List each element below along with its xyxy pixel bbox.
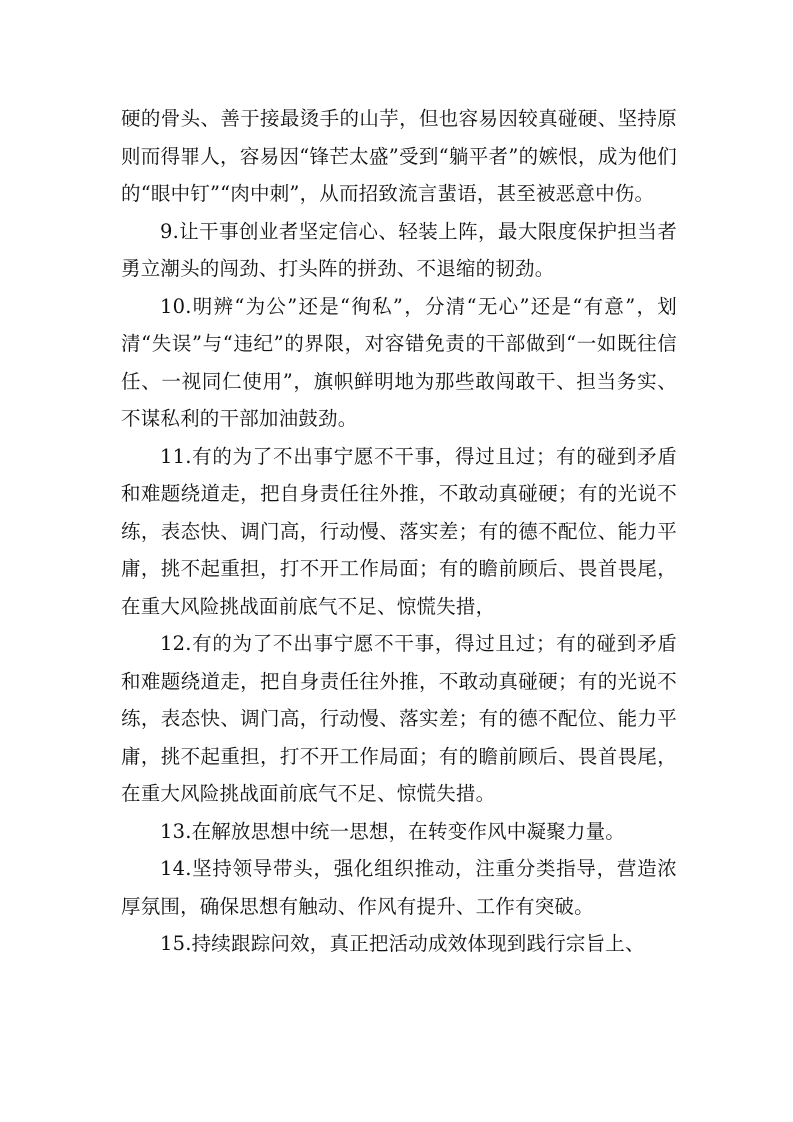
paragraph-14: 14.坚持领导带头，强化组织推动，注重分类指导，营造浓厚氛围，确保思想有触动、作风有提升、工作有突破。 (121, 857, 677, 918)
paragraph-11: 11.有的为了不出事宁愿不干事，得过且过；有的碰到矛盾和难题绕道走，把自身责任往外推，不敢动真碰硬；有的光说不练，表态快、调门高，行动慢、落实差；有的德不配位、能力平庸，挑不起重担，打不开工作局面；有的瞻前顾后、畏首畏尾，在重大风险挑战面前底气不足、惊慌失措， (121, 444, 677, 618)
paragraph-10: 10.明辨“为公”还是“徇私”，分清“无心”还是“有意”，划清“失误”与“违纪”的界限，对容错免责的干部做到“一如既往信任、一视同仁使用”，旗帜鲜明地为那些敢闯敢干、担当务实、不谋私利的干部加油鼓劲。 (121, 294, 677, 430)
paragraph-continued: 硬的骨头、善于接最烫手的山芋，但也容易因较真碰硬、坚持原则而得罪人，容易因“锋芒太盛”受到“躺平者”的嫉恨，成为他们的“眼中钉”“肉中刺”，从而招致流言蜚语，甚至被恶意中伤。 (121, 107, 677, 205)
paragraph-15: 15.持续跟踪问效，真正把活动成效体现到践行宗旨上、 (160, 932, 645, 955)
paragraph-12: 12.有的为了不出事宁愿不干事，得过且过；有的碰到矛盾和难题绕道走，把自身责任往外推，不敢动真碰硬；有的光说不练，表态快、调门高，行动慢、落实差；有的德不配位、能力平庸，挑不起重担，打不开工作局面；有的瞻前顾后、畏首畏尾，在重大风险挑战面前底气不足、惊慌失措。 (121, 632, 677, 805)
document-body (121, 100, 677, 963)
paragraph-9: 9.让干事创业者坚定信心、轻装上阵，最大限度保护担当者勇立潮头的闯劲、打头阵的拼劲、不退缩的韧劲。 (121, 219, 677, 280)
paragraph-13: 13.在解放思想中统一思想，在转变作风中凝聚力量。 (160, 819, 626, 843)
